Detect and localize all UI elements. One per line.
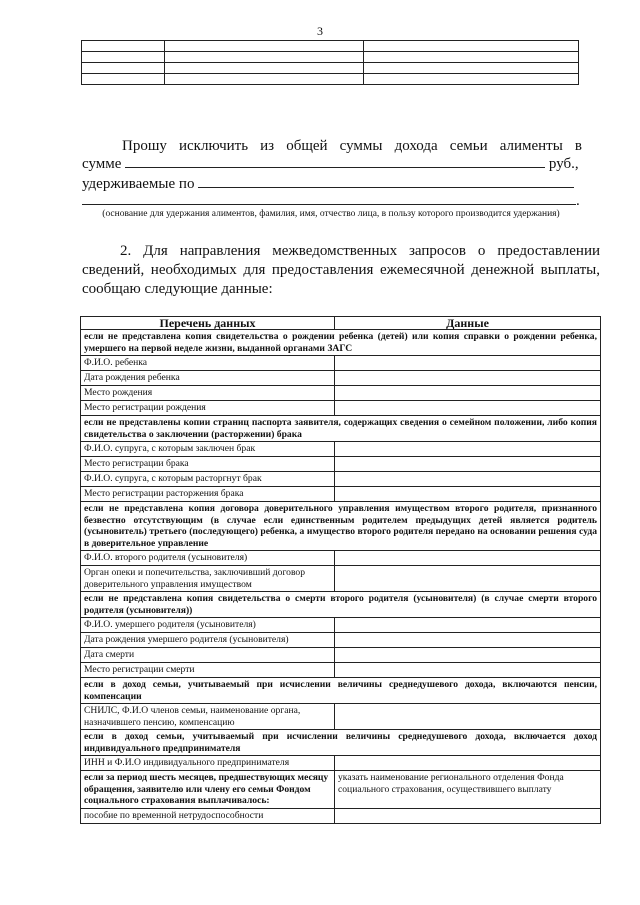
section-heading: если не представлены копии страниц паспорта заявителя, содержащих сведения о семейном положении, либо копия свидетельства о заключении (расторжении) брака [81, 416, 601, 442]
field-label: Место рождения [81, 386, 335, 401]
section-heading: если в доход семьи, учитываемый при исчислении величины среднедушевого дохода, включается доход индивидуального предпринимателя [81, 730, 601, 756]
basis-field[interactable] [198, 174, 574, 188]
field-value[interactable] [335, 371, 601, 386]
table-row [81, 808, 601, 823]
field-value[interactable] [335, 566, 601, 592]
field-value[interactable] [335, 756, 601, 771]
field-label: ИНН и Ф.И.О индивидуального предпринимателя [81, 756, 335, 771]
field-value[interactable] [335, 386, 601, 401]
field-value[interactable] [335, 663, 601, 678]
field-value[interactable] [335, 704, 601, 730]
section-row [81, 592, 601, 618]
field-value[interactable] [335, 442, 601, 457]
table-row [81, 356, 601, 371]
basis-field-2[interactable] [82, 191, 576, 205]
section-row [81, 678, 601, 704]
alimony-line-1: Прошу исключить из общей суммы дохода семьи алименты в [122, 138, 582, 154]
field-label: Ф.И.О. супруга, с которым заключен брак [81, 442, 335, 457]
sum-label: сумме [82, 156, 122, 172]
field-value[interactable]: указать наименование регионального отделения Фонда социального страхования, осуществившего выплату [335, 771, 601, 809]
section-2-intro: 2. Для направления межведомственных запросов о предоставлении сведений, необходимых для предоставления ежемесячной денежной выплаты, сообщаю следующие данные: [82, 243, 600, 297]
section-row [81, 730, 601, 756]
table-row [81, 386, 601, 401]
data-table [80, 316, 601, 824]
table-row [81, 633, 601, 648]
field-label: Дата рождения умершего родителя (усыновителя) [81, 633, 335, 648]
field-label: Орган опеки и попечительства, заключивший договор доверительного управления имуществом [81, 566, 335, 592]
section-row [81, 416, 601, 442]
table-row [81, 648, 601, 663]
field-label: Место регистрации рождения [81, 401, 335, 416]
field-label: Ф.И.О. супруга, с которым расторгнут брак [81, 472, 335, 487]
section-row [81, 502, 601, 551]
table-row [81, 771, 601, 809]
table-row [81, 487, 601, 502]
field-value[interactable] [335, 551, 601, 566]
field-label: Дата смерти [81, 648, 335, 663]
empty-table [81, 40, 579, 85]
alimony-basis-line-2: . [82, 191, 582, 211]
col-header-list: Перечень данных [81, 317, 335, 330]
section-heading: если не представлена копия свидетельства о смерти второго родителя (усыновителя) (в случае смерти второго родителя (усыновителя)) [81, 592, 601, 618]
field-label: Ф.И.О. ребенка [81, 356, 335, 371]
table-row [81, 371, 601, 386]
uderzh-label: удерживаемые по [82, 176, 195, 192]
section-heading: если не представлена копия свидетельства о рождении ребенка (детей) или копия справки о рождении ребенка, умершего на первой неделе жизни, выданной органами ЗАГС [81, 330, 601, 356]
table-row [81, 663, 601, 678]
field-value[interactable] [335, 487, 601, 502]
basis-note: (основание для удержания алиментов, фамилия, имя, отчество лица, в пользу которого производится удержания) [102, 209, 560, 219]
alimony-sum-line [82, 154, 582, 174]
page-number: 3 [317, 24, 323, 38]
section-heading: если не представлена копия договора доверительного управления имуществом второго родителя, признанного безвестно отсутствующим (в случае если единственным родителем предыдущих детей является родитель (усыновитель) третьего (последующего) ребенка, а имущество второго родителя передано на основании решения суда в доверительное управление [81, 502, 601, 551]
table-row [81, 472, 601, 487]
sum-field[interactable] [125, 154, 545, 168]
field-value[interactable] [335, 618, 601, 633]
field-value[interactable] [335, 401, 601, 416]
field-label: если за период шесть месяцев, предшествующих месяцу обращения, заявителю или члену его семьи Фондом социального страхования выплачивалось: [81, 771, 335, 809]
field-value[interactable] [335, 472, 601, 487]
field-value[interactable] [335, 808, 601, 823]
field-value[interactable] [335, 648, 601, 663]
table-row [81, 566, 601, 592]
section-heading: если в доход семьи, учитываемый при исчислении величины среднедушевого дохода, включаются пенсии, компенсации [81, 678, 601, 704]
field-label: Место регистрации смерти [81, 663, 335, 678]
field-label: Ф.И.О. второго родителя (усыновителя) [81, 551, 335, 566]
field-label: Ф.И.О. умершего родителя (усыновителя) [81, 618, 335, 633]
field-label: Дата рождения ребенка [81, 371, 335, 386]
table-row [81, 401, 601, 416]
field-value[interactable] [335, 356, 601, 371]
field-label: пособие по временной нетрудоспособности [81, 808, 335, 823]
field-label: Место регистрации брака [81, 457, 335, 472]
table-row [81, 704, 601, 730]
table-row [81, 551, 601, 566]
field-value[interactable] [335, 457, 601, 472]
table-row [81, 442, 601, 457]
col-header-data: Данные [335, 317, 601, 330]
field-label: Место регистрации расторжения брака [81, 487, 335, 502]
table-row [81, 756, 601, 771]
rub-label: руб., [548, 156, 579, 172]
field-value[interactable] [335, 633, 601, 648]
field-label: СНИЛС, Ф.И.О членов семьи, наименование органа, назначившего пенсию, компенсацию [81, 704, 335, 730]
section-row [81, 330, 601, 356]
table-row [81, 618, 601, 633]
table-row [81, 457, 601, 472]
